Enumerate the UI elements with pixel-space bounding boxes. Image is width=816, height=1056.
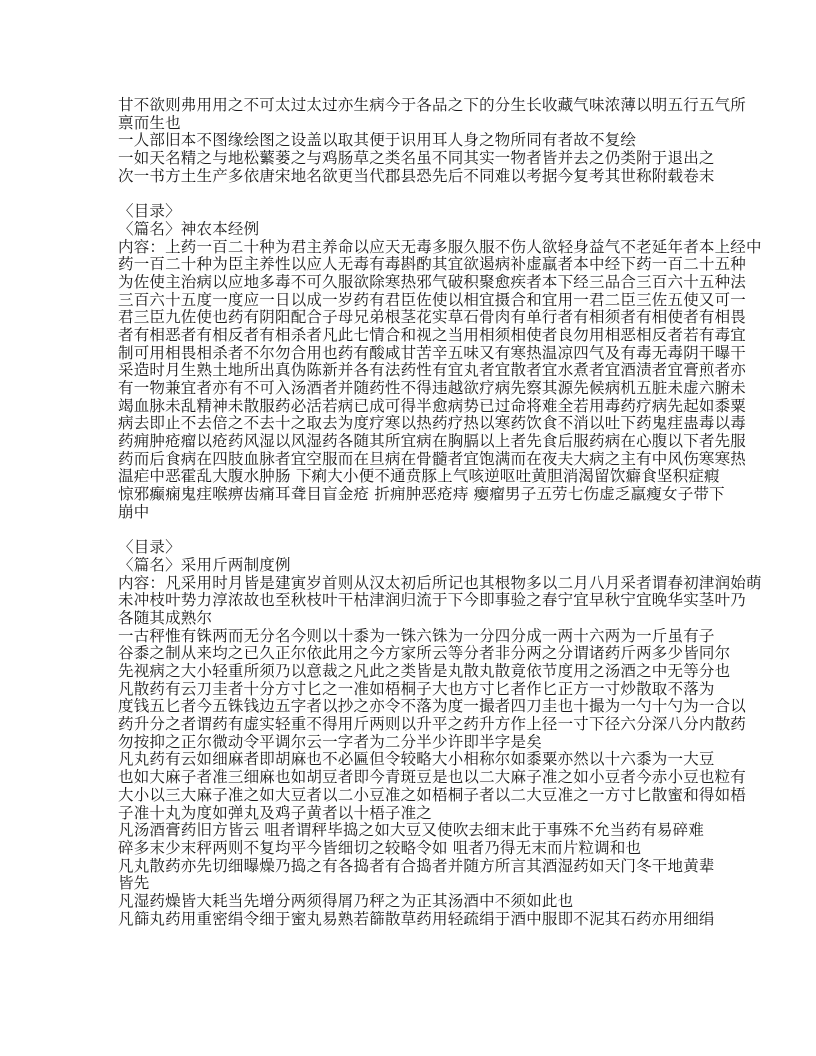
content-line: 先视病之大小轻重所须乃以意裁之凡此之类皆是丸散丸散竟依节度用之汤酒之中无等分也: [118, 662, 731, 680]
content-line: 制可用相畏相杀者不尔勿合用也药有酸咸甘苦辛五味又有寒热温凉四气及有毒无毒阴干曝干: [118, 343, 747, 362]
content-line: 也如大麻子者准三细麻也如胡豆者即今青斑豆是也以二大麻子准之如小豆者今赤小豆也粒有: [118, 768, 747, 787]
content-line: 药升分之者谓药有虚实轻重不得用斤两则以升平之药升方作上径一寸下径六分深八分内散药: [118, 715, 747, 734]
content-line: 未冲枝叶势力淳浓故也至秋枝叶干枯津润归流于下今即事验之春宁宜早秋宁宜晚华实茎叶乃: [118, 591, 747, 610]
content-line: 药而后食病在四肢血脉者宜空服而在旦病在骨髓者宜饱满而在夜夫大病之主有中风伤寒寒热: [118, 449, 747, 468]
preface-line: 一人部旧本不图缘绘图之设盖以取其便于识用耳人身之物所同有者故不复绘: [118, 131, 637, 150]
content-line: 病去即止不去倍之不去十之取去为度疗寒以热药疗热以寒药饮食不消以吐下药鬼疰蛊毒以毒: [118, 414, 747, 433]
content-line: 子准十丸为度如弹丸及鸡子黄者以十梧子准之: [118, 803, 433, 822]
content-line: 者有相恶者有相反者有相杀者凡此七情合和视之当用相须相使者良勿用相恶相反者若有毒宜: [118, 325, 747, 344]
content-line: 内容：凡采用时月皆是建寅岁首则从汉太初后所记也其根物多以二月八月采者谓春初津润始萌: [118, 573, 762, 592]
spacer: [118, 522, 816, 540]
content-line: 崩中: [118, 502, 150, 521]
content-line: 君三臣九佐使也药有阴阳配合子母兄弟根茎花实草石骨肉有单行者有相须者有相使者有相畏: [118, 308, 747, 327]
content-line: 药痈肿疮瘤以疮药风湿以风湿药各随其所宜病在胸膈以上者先食后服药病在心腹以下者先服: [118, 432, 747, 451]
content-line: 谷黍之制从来均之已久正尔依此用之今方家所云等分者非分两之分谓诸药斤两多少皆同尔: [118, 644, 731, 663]
content-line: 碎多末少末秤两则不复均平今皆细切之较略令如 咀者乃得无末而片粒调和也: [118, 838, 642, 857]
content-line: 温疟中恶霍乱大腹水肿肠 下痢大小便不通贲豚上气咳逆呕吐黄胆消渴留饮癖食坚积症瘕: [118, 467, 720, 486]
content-line: 凡丸药有云如细麻者即胡麻也不必匾但令较略大小相称尔如黍粟亦然以十六黍为一大豆: [118, 750, 715, 769]
section-weights-measures-rules: [118, 539, 816, 928]
content-line: 凡湿药燥皆大耗当先增分两须得屑乃秤之为正其汤酒中不须如此也: [118, 891, 574, 910]
section-title: 〈篇名〉神农本经例: [118, 219, 260, 238]
toc-label: 〈目录〉: [118, 202, 181, 221]
content-line: 度钱五匕者今五铢钱边五字者以抄之亦令不落为度一撮者四刀圭也十撮为一勺十勺为一合以: [118, 697, 747, 716]
preface-line: 禀而生也: [118, 113, 181, 132]
preface: [118, 97, 816, 185]
section-title: 〈篇名〉采用斤两制度例: [118, 555, 291, 574]
content-line: 竭血脉未乱精神未散服药必活若病已成可得半愈病势已过命将难全若用毒药疗病先起如黍粟: [118, 396, 747, 415]
content-line: 有一物兼宜者亦有不可入汤酒者并随药性不得违越欲疗病先察其源先候病机五脏未虚六腑未: [118, 379, 747, 397]
preface-line: 次一书方土生产多依唐宋地名欲更当代郡县恐先后不同难以考据今复考其世称附载卷末: [118, 166, 715, 185]
preface-line: 甘不欲则弗用用之不可太过太过亦生病今于各品之下的分生长收藏气味浓薄以明五行五气所: [118, 96, 747, 114]
content-line: 凡汤酒膏药旧方皆云 咀者谓秤毕捣之如大豆又使吹去细末此于事殊不允当药有易碎难: [118, 821, 705, 840]
content-line: 药一百二十种为臣主养性以应人无毒有毒斟酌其宜欲遏病补虚羸者本中经下药一百二十五种: [118, 255, 747, 274]
content-line: 三百六十五度一度应一日以成一岁药有君臣佐使以相宜摄合和宜用一君二臣三佐五使又可一: [118, 290, 747, 309]
content-line: 惊邪癫痫鬼疰喉痹齿痛耳聋目盲金疮 折痈肿恶疮痔 瘿瘤男子五劳七伤虚乏羸瘦女子带下: [118, 485, 725, 504]
content-line: 大小以三大麻子准之如大豆者以二小豆准之如梧桐子者以二大豆准之一方寸匕散蜜和得如梧: [118, 785, 747, 804]
content-line: 一古秤惟有铢两而无分名今则以十黍为一铢六铢为一分四分成一两十六两为一斤虽有子: [118, 626, 715, 645]
content-line: 凡丸散药亦先切细曝燥乃捣之有各捣者有合捣者并随方所言其酒湿药如天门冬干地黄辈: [118, 856, 715, 875]
section-shennong-bencao-rules: [118, 203, 816, 521]
content-line: 凡篩丸药用重密绢令细于蜜丸易熟若篩散草药用轻疏绢于酒中服即不泥其石药亦用细绢: [118, 909, 715, 928]
preface-line: 一如天名精之与地松蘩蒌之与鸡肠草之类名虽不同其实一物者皆并去之仍类附于退出之: [118, 149, 715, 168]
content-line: 为佐使主治病以应地多毒不可久服欲除寒热邪气破积聚愈疾者本下经三品合三百六十五种法: [118, 272, 747, 291]
content-line: 各随其成熟尔: [118, 608, 213, 627]
content-line: 勿按抑之正尔微动令平调尔云一字者为二分半少许即半字是矣: [118, 732, 542, 751]
content-line: 内容：上药一百二十种为君主养命以应天无毒多服久服不伤人欲轻身益气不老延年者本上经中: [118, 237, 762, 256]
content-line: 皆先: [118, 874, 150, 893]
toc-label: 〈目录〉: [118, 538, 181, 557]
content-line: 凡散药有云刀圭者十分方寸匕之一准如梧桐子大也方寸匕者作匕正方一寸炒散取不落为: [118, 679, 715, 698]
spacer: [118, 185, 816, 203]
content-line: 采造时月生熟土地所出真伪陈新并各有法药性有宜丸者宜散者宜水煮者宜酒渍者宜膏煎者亦: [118, 361, 747, 380]
